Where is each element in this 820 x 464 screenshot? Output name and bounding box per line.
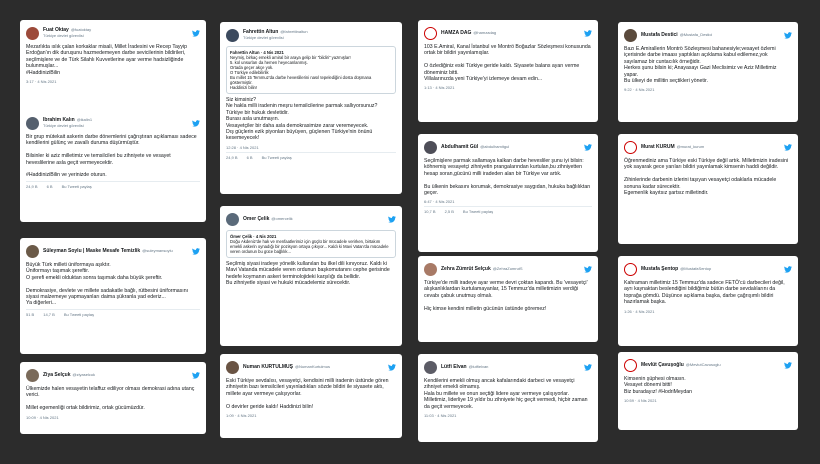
author-name[interactable]: Zehra Zümrüt Selçuk <box>441 266 491 272</box>
author-handle[interactable]: @abdulhamitgul <box>480 144 510 149</box>
tweet-text: Mezarlıkta ıslık çalan korkaklar misali, Millet İradesini ve Recep Tayyip Erdoğan'ın dik duruşunu hazmedemeyen darbe sevicilerinin bildirileri, seçilmişlere ve de Türk Silahlı Kuvvetlerine ayar verme hadsizliğinde bulunmuşlar... #HaddiniziBilin <box>26 44 188 76</box>
author-name[interactable]: Süleyman Soylu | Maske Mesafe Temizlik <box>43 248 141 254</box>
tweet-text: Öğrenmediniz ama Türkiye eski Türkiye değil artık. Milletimizin iradesini yok sayarak gece yarıları bildiri yayınlamak kimsenin haddi değildir. Zihinlerinde darbenin izlerini taşıyan vesayetçi odaklarla mücadele sonuna kadar sürecektir. Egemenlik kayıtsız şartsız milletindir. <box>624 158 789 197</box>
tweet-text: Ülkemizde halen vesayetin telaffuz ediliyor olması demokrasi adına utanç verici. Millet egemenliği ortak bildirimiz, ortak gücümüzdür. <box>26 386 195 412</box>
tweet-card <box>20 362 206 434</box>
tweet-timestamp[interactable]: 1:13 · 4 Nis 2021 <box>424 85 455 91</box>
avatar[interactable] <box>624 263 637 276</box>
tweet-timestamp[interactable]: 11:03 · 4 Nis 2021 <box>424 413 457 419</box>
author-name[interactable]: İbrahim Kalın <box>43 117 75 123</box>
author-name[interactable]: Mustafa Destici <box>641 32 678 38</box>
twitter-bird-icon <box>388 364 396 371</box>
tweet-card <box>20 238 206 354</box>
author-name[interactable]: Mevlüt Çavuşoğlu <box>641 362 684 368</box>
retweet-count[interactable]: 6 B <box>46 183 53 189</box>
tweet-text: Bazı E.Amirallerin Montrö Sözleşmesi bahanesiyle;vesayet özlemi içerisinde darbe imaası yaptıkları açıklama kabul edilemez,yok sayılamaz bir cuntacılık örneğidir. Herkes şunu bilsin ki; Anayasayı Gazi Meclisimiz ve Aziz Milletimiz yapar. Bu ülkeyi de millitin seçtikleri yönetir. <box>624 46 777 85</box>
twitter-bird-icon <box>584 144 592 151</box>
like-count[interactable]: 10,7 B <box>424 209 436 215</box>
avatar[interactable] <box>226 213 239 226</box>
author-name[interactable]: Murat KURUM <box>641 144 675 150</box>
author-name[interactable]: Ömer Çelik <box>243 216 270 222</box>
quoted-author: Fahrettin Altun · 4 Nis 2021 <box>230 50 284 55</box>
tweet-card <box>618 256 798 346</box>
share-button[interactable]: Bu Tweeti paylaş <box>63 311 94 317</box>
share-button[interactable]: Bu Tweeti paylaş <box>261 154 292 160</box>
tweet-card <box>220 354 402 438</box>
twitter-bird-icon <box>584 30 592 37</box>
share-button[interactable]: Bu Tweeti paylaş <box>462 209 494 215</box>
tweet-timestamp[interactable]: 10:09 · 4 Nis 2021 <box>26 414 59 420</box>
avatar[interactable] <box>26 27 39 40</box>
twitter-bird-icon <box>784 144 792 151</box>
twitter-bird-icon <box>192 120 200 127</box>
tweet-text: 103 E.Amiral, Kanal İstanbul ve Montrö Boğazlar Sözleşmesi konusunda ortak bir bildiri yayınlamışlar. O özlediğiniz eski Türkiye geride kaldı. Siyasete balans ayarı verme döneminiz bitti. Villalarınızda yeni Türkiye'yi izlemeye devam edin... <box>424 44 591 83</box>
author-subtitle: Türkiye devlet görevlisi <box>43 33 84 38</box>
tweet-timestamp[interactable]: 1:09 · 4 Nis 2021 <box>226 413 257 419</box>
author-handle[interactable]: @murat_kurum <box>676 144 705 149</box>
author-subtitle: Türkiye devlet görevlisi <box>43 123 84 128</box>
like-count[interactable]: 24,9 B <box>226 154 238 160</box>
tweet-card <box>220 22 402 194</box>
quoted-tweet[interactable] <box>226 230 396 258</box>
author-handle[interactable]: @ikalin1 <box>76 117 93 122</box>
quoted-tweet[interactable] <box>226 46 396 94</box>
tweet-card <box>618 134 798 244</box>
author-handle[interactable]: @fuatoktay <box>70 27 92 32</box>
twitter-bird-icon <box>388 216 396 223</box>
tweet-text: Bir grup mütekait askerin darbe dönemlerini çağrıştıran açıklaması sadece kendilerini gülünç ve zavallı duruma düşürmüştür. Bilsinler ki aziz milletimiz ve temsilcileri bu zihniyete ve vesayet heveslilerine asla geçit vermeyecektir. #HaddiniziBilin ve yerinizde oturun. <box>26 134 197 179</box>
author-name[interactable]: Mustafa Şentop <box>641 266 679 272</box>
tweet-timestamp[interactable]: 3:17 · 4 Nis 2021 <box>26 79 57 85</box>
author-handle[interactable]: @omercelik <box>271 216 293 221</box>
author-handle[interactable]: @MevlutCavusoglu <box>685 362 721 367</box>
like-count[interactable]: 51 B <box>26 311 35 317</box>
avatar[interactable] <box>226 29 239 42</box>
tweet-card <box>618 22 798 122</box>
tweet-text: Kahraman milletimiz 15 Temmuz'da sadece FETÖ'cü darbecileri değil, ayrı kaynaktan beslendiğini bildiğimiz bütün darbe sevdalılarını da toprağa gömdü. Düşünce açıklama başka, darbe çağrışımlı bildiri hazırlamak başka. <box>624 280 787 306</box>
author-name[interactable]: Fuat Oktay <box>43 27 69 33</box>
author-name[interactable]: Lütfi Elvan <box>441 364 467 370</box>
tweet-card <box>618 352 798 430</box>
author-handle[interactable]: @suleymansoylu <box>142 248 173 253</box>
author-subtitle: Türkiye devlet görevlisi <box>243 35 284 40</box>
avatar[interactable] <box>424 361 437 374</box>
avatar[interactable] <box>26 117 39 130</box>
author-name[interactable]: Abdulhamit Gül <box>441 144 479 150</box>
retweet-count[interactable]: 14,7 B <box>43 311 55 317</box>
tweet-text: Seçilmiş siyasi iradeye yönelik kullanılan bu ilkel dili kınıyoruz. Kaldı ki Mavi Vatanda mücadele veren ordunun başkomutanını cephe gerisinde hedefe koymanın askeri terminolojideki karşılığı da bellidir. Bu zihniyetle siyasi ve hukuki mücadelemiz sürecektir. <box>226 261 390 287</box>
avatar[interactable] <box>624 359 637 372</box>
author-name[interactable]: Fahrettin Altun <box>243 29 279 35</box>
author-name[interactable]: Ziya Selçuk <box>43 372 71 378</box>
author-handle[interactable]: @lutfielvan <box>468 364 489 369</box>
avatar[interactable] <box>424 263 437 276</box>
avatar[interactable] <box>226 361 239 374</box>
tweet-timestamp[interactable]: 6:47 · 4 Nis 2021 <box>424 199 455 205</box>
author-handle[interactable]: @MustafaSentop <box>680 266 712 271</box>
retweet-count[interactable]: 6 B <box>246 154 253 160</box>
tweet-timestamp[interactable]: 12:28 · 4 Nis 2021 <box>226 144 259 150</box>
like-count[interactable]: 24,9 B <box>26 183 38 189</box>
author-handle[interactable]: @fahrettinaltun <box>280 29 308 34</box>
twitter-bird-icon <box>192 372 200 379</box>
tweet-card <box>418 354 598 442</box>
author-name[interactable]: Numan KURTULMUŞ <box>243 364 293 370</box>
avatar[interactable] <box>26 245 39 258</box>
quoted-text: Doğu Akdeniz'de hak ve menfaatlerimiz için güçlü bir mücadele verirken, birtakım emekli askerin oynadığı bir pozisyon ortaya çıkıyor... Kaldı ki Mavi Vatan'da mücadele veren ordunun bu güce bağlılık... <box>230 239 389 254</box>
avatar[interactable] <box>424 141 437 154</box>
author-handle[interactable]: @hamzadag <box>473 30 497 35</box>
tweet-text: Eski Türkiye sevdalısı, vesayetçi, kendisini milli iradenin üstünde gören zihniyetin bazı temsilcileri yayınladıkları sözde bildiri ile siyasete aktı, millete ayar vermeye çalışıyorlar. O devirler geride kaldı! Haddinizi bilin! <box>226 378 389 410</box>
tweet-card <box>418 134 598 252</box>
avatar[interactable] <box>624 141 637 154</box>
tweet-timestamp[interactable]: 1:26 · 4 Nis 2021 <box>624 308 655 314</box>
author-handle[interactable]: @ziyaselcuk <box>72 372 96 377</box>
twitter-bird-icon <box>584 266 592 273</box>
author-name[interactable]: HAMZA DAĞ <box>441 30 472 36</box>
tweet-text: Türkiye'de milli iradeye ayar verme devri çoktan kapandı. Bu 'vesayetçi' alışkanlıklardan kurtulamayanlar, 15 Temmuz'da milletimizin verdiği cevabı çabuk unutmuş olmalı. Hiç kimse kendini milletin gücünün üstünde göremez! <box>424 280 588 312</box>
twitter-bird-icon <box>784 266 792 273</box>
tweet-timestamp[interactable]: 9:22 · 4 Nis 2021 <box>624 87 655 93</box>
twitter-bird-icon <box>584 364 592 371</box>
retweet-count[interactable]: 2,5 B <box>444 209 454 215</box>
tweet-text: Siz kimsiniz? Ne hakla milli iradenin meşru temsilcilerine parmak sallıyorsunuz? Türkiye bir hukuk devletidir. Burası asla unutmayın. Vesayetçiler bir daha asla demokrasimize zarar veremeyecek. Dış güçlerin ezik piyonları büyüyen, güçlenen Türkiye'nin önünü kesemeyecek! <box>226 97 378 142</box>
tweet-text: Kendilerini emekli olmuş ancak kafalarındaki darbeci ve vesayetçi zihniyet emekli olmamış. Hala bu millete ve onun seçtiği lidere ayar vermeye çalışıyorlar. Milletimiz, liderliye 19 yıldır bu zihniyete hiç geçit vermedi, hiçbir zaman da geçit vermeyecek. <box>424 378 588 410</box>
tweet-card <box>20 110 206 222</box>
tweet-text: Kimsenin şüphesi olmasın. Vesayet dönemi bitti! Biz buradayız! #HodriMeydan <box>624 376 693 395</box>
author-handle[interactable]: @NumanKurtulmus <box>295 364 330 369</box>
author-handle[interactable]: @ZehraZumrutS <box>492 266 523 271</box>
quoted-author: Ömer Çelik · 4 Nis 2021 <box>230 234 277 239</box>
twitter-bird-icon <box>192 248 200 255</box>
quoted-text: Neymiş, birkaç emekli amiral bir araya gelip bir "bildiri" yazmışlar! 5. kol unsurları da hemen heyecanlanmış. Ortada geçer akçe yok. O Türkiye edilebilirlik Bu millet 15 Temmuz'da darbe heveslilerini nasıl tepelediğini dosta düşmana göstermiştir. Haddinizi bilin! <box>230 55 372 90</box>
avatar[interactable] <box>624 29 637 42</box>
tweet-text: Büyük Türk milleti üniformaya aşıktır. Üniformayı taşımak şereftir. O şerefi emekli olduktan sonra taşımak daha büyük şereftir. Demokrasiye, devlete ve millete sadakatle bağlı, rütbesini üniformasını siyasi malzemeye yapmayanları daima şükranla yad ederiz... Ya diğerleri... <box>26 262 189 307</box>
tweet-card <box>418 20 598 122</box>
twitter-bird-icon <box>784 32 792 39</box>
twitter-bird-icon <box>192 30 200 37</box>
share-button[interactable]: Bu Tweeti paylaş <box>61 183 92 189</box>
tweet-card <box>20 20 206 116</box>
avatar[interactable] <box>26 369 39 382</box>
tweet-timestamp[interactable]: 10:59 · 4 Nis 2021 <box>624 398 657 404</box>
tweet-text: Seçilmişlere parmak sallamaya kalkan darbe hevesliler şunu iyi bilsin: köhnemiş vesayetçi zihniyetin prangalarından kurtulan,bu zihniyetten hesap soran,gücünü milli iradeden alan bir Türkiye var artık. Bu ülkenin bekasını korumak, demokrasiye saygıdan, hukuka bağlılıktan geçer. <box>424 158 591 197</box>
twitter-bird-icon <box>784 362 792 369</box>
tweet-card <box>418 256 598 342</box>
author-handle[interactable]: @Mustafa_Destici <box>679 32 713 37</box>
tweet-card <box>220 206 402 346</box>
avatar[interactable] <box>424 27 437 40</box>
